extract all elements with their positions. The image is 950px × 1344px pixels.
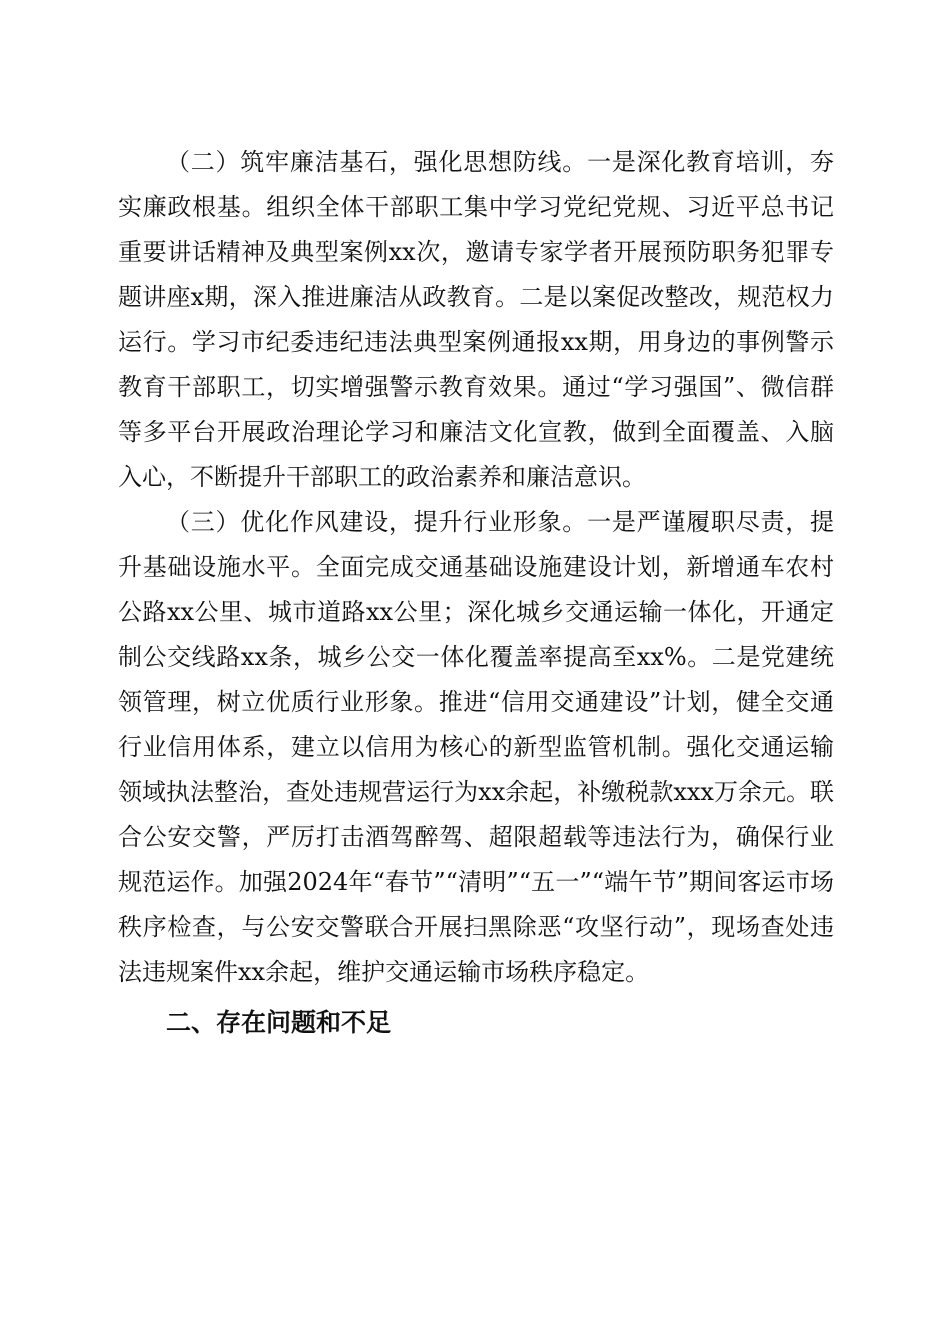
paragraph-3 bbox=[118, 500, 834, 995]
paragraph-3-body: 一是严谨履职尽责，提升基础设施水平。全面完成交通基础设施建设计划，新增通车农村公路xx公里、城市道路xx公里；深化城乡交通运输一体化，开通定制公交线路xx条，城乡公交一体化覆盖率提高至xx%。二是党建统领管理，树立优质行业形象。推进“信用交通建设”计划，健全交通行业信用体系，建立以信用为核心的新型监管机制。强化交通运输领域执法整治，查处违规营运行为xx余起，补缴税款xxx万余元。联合公安交警，严厉打击酒驾醉驾、超限超载等违法行为，确保行业规范运作。加强2024年“春节”“清明”“五一”“端午节”期间客运市场秩序检查，与公安交警联合开展扫黑除恶“攻坚行动”，现场查处违法违规案件xx余起，维护交通运输市场秩序稳定。 bbox=[118, 508, 835, 986]
paragraph-2-lead: （二）筑牢廉洁基石，强化思想防线。 bbox=[166, 148, 588, 176]
paragraph-2-body: 一是深化教育培训，夯实廉政根基。组织全体干部职工集中学习党纪党规、习近平总书记重要讲话精神及典型案例xx次，邀请专家学者开展预防职务犯罪专题讲座x期，深入推进廉洁从政教育。二是以案促改整改，规范权力运行。学习市纪委违纪违法典型案例通报xx期，用身边的事例警示教育干部职工，切实增强警示教育效果。通过“学习强国”、微信群等多平台开展政治理论学习和廉洁文化宣教，做到全面覆盖、入脑入心，不断提升干部职工的政治素养和廉洁意识。 bbox=[118, 148, 835, 491]
document-body bbox=[118, 140, 834, 1045]
paragraph-2 bbox=[118, 140, 834, 500]
paragraph-3-lead: （三）优化作风建设，提升行业形象。 bbox=[166, 508, 588, 536]
section-heading: 二、存在问题和不足 bbox=[166, 1008, 392, 1037]
